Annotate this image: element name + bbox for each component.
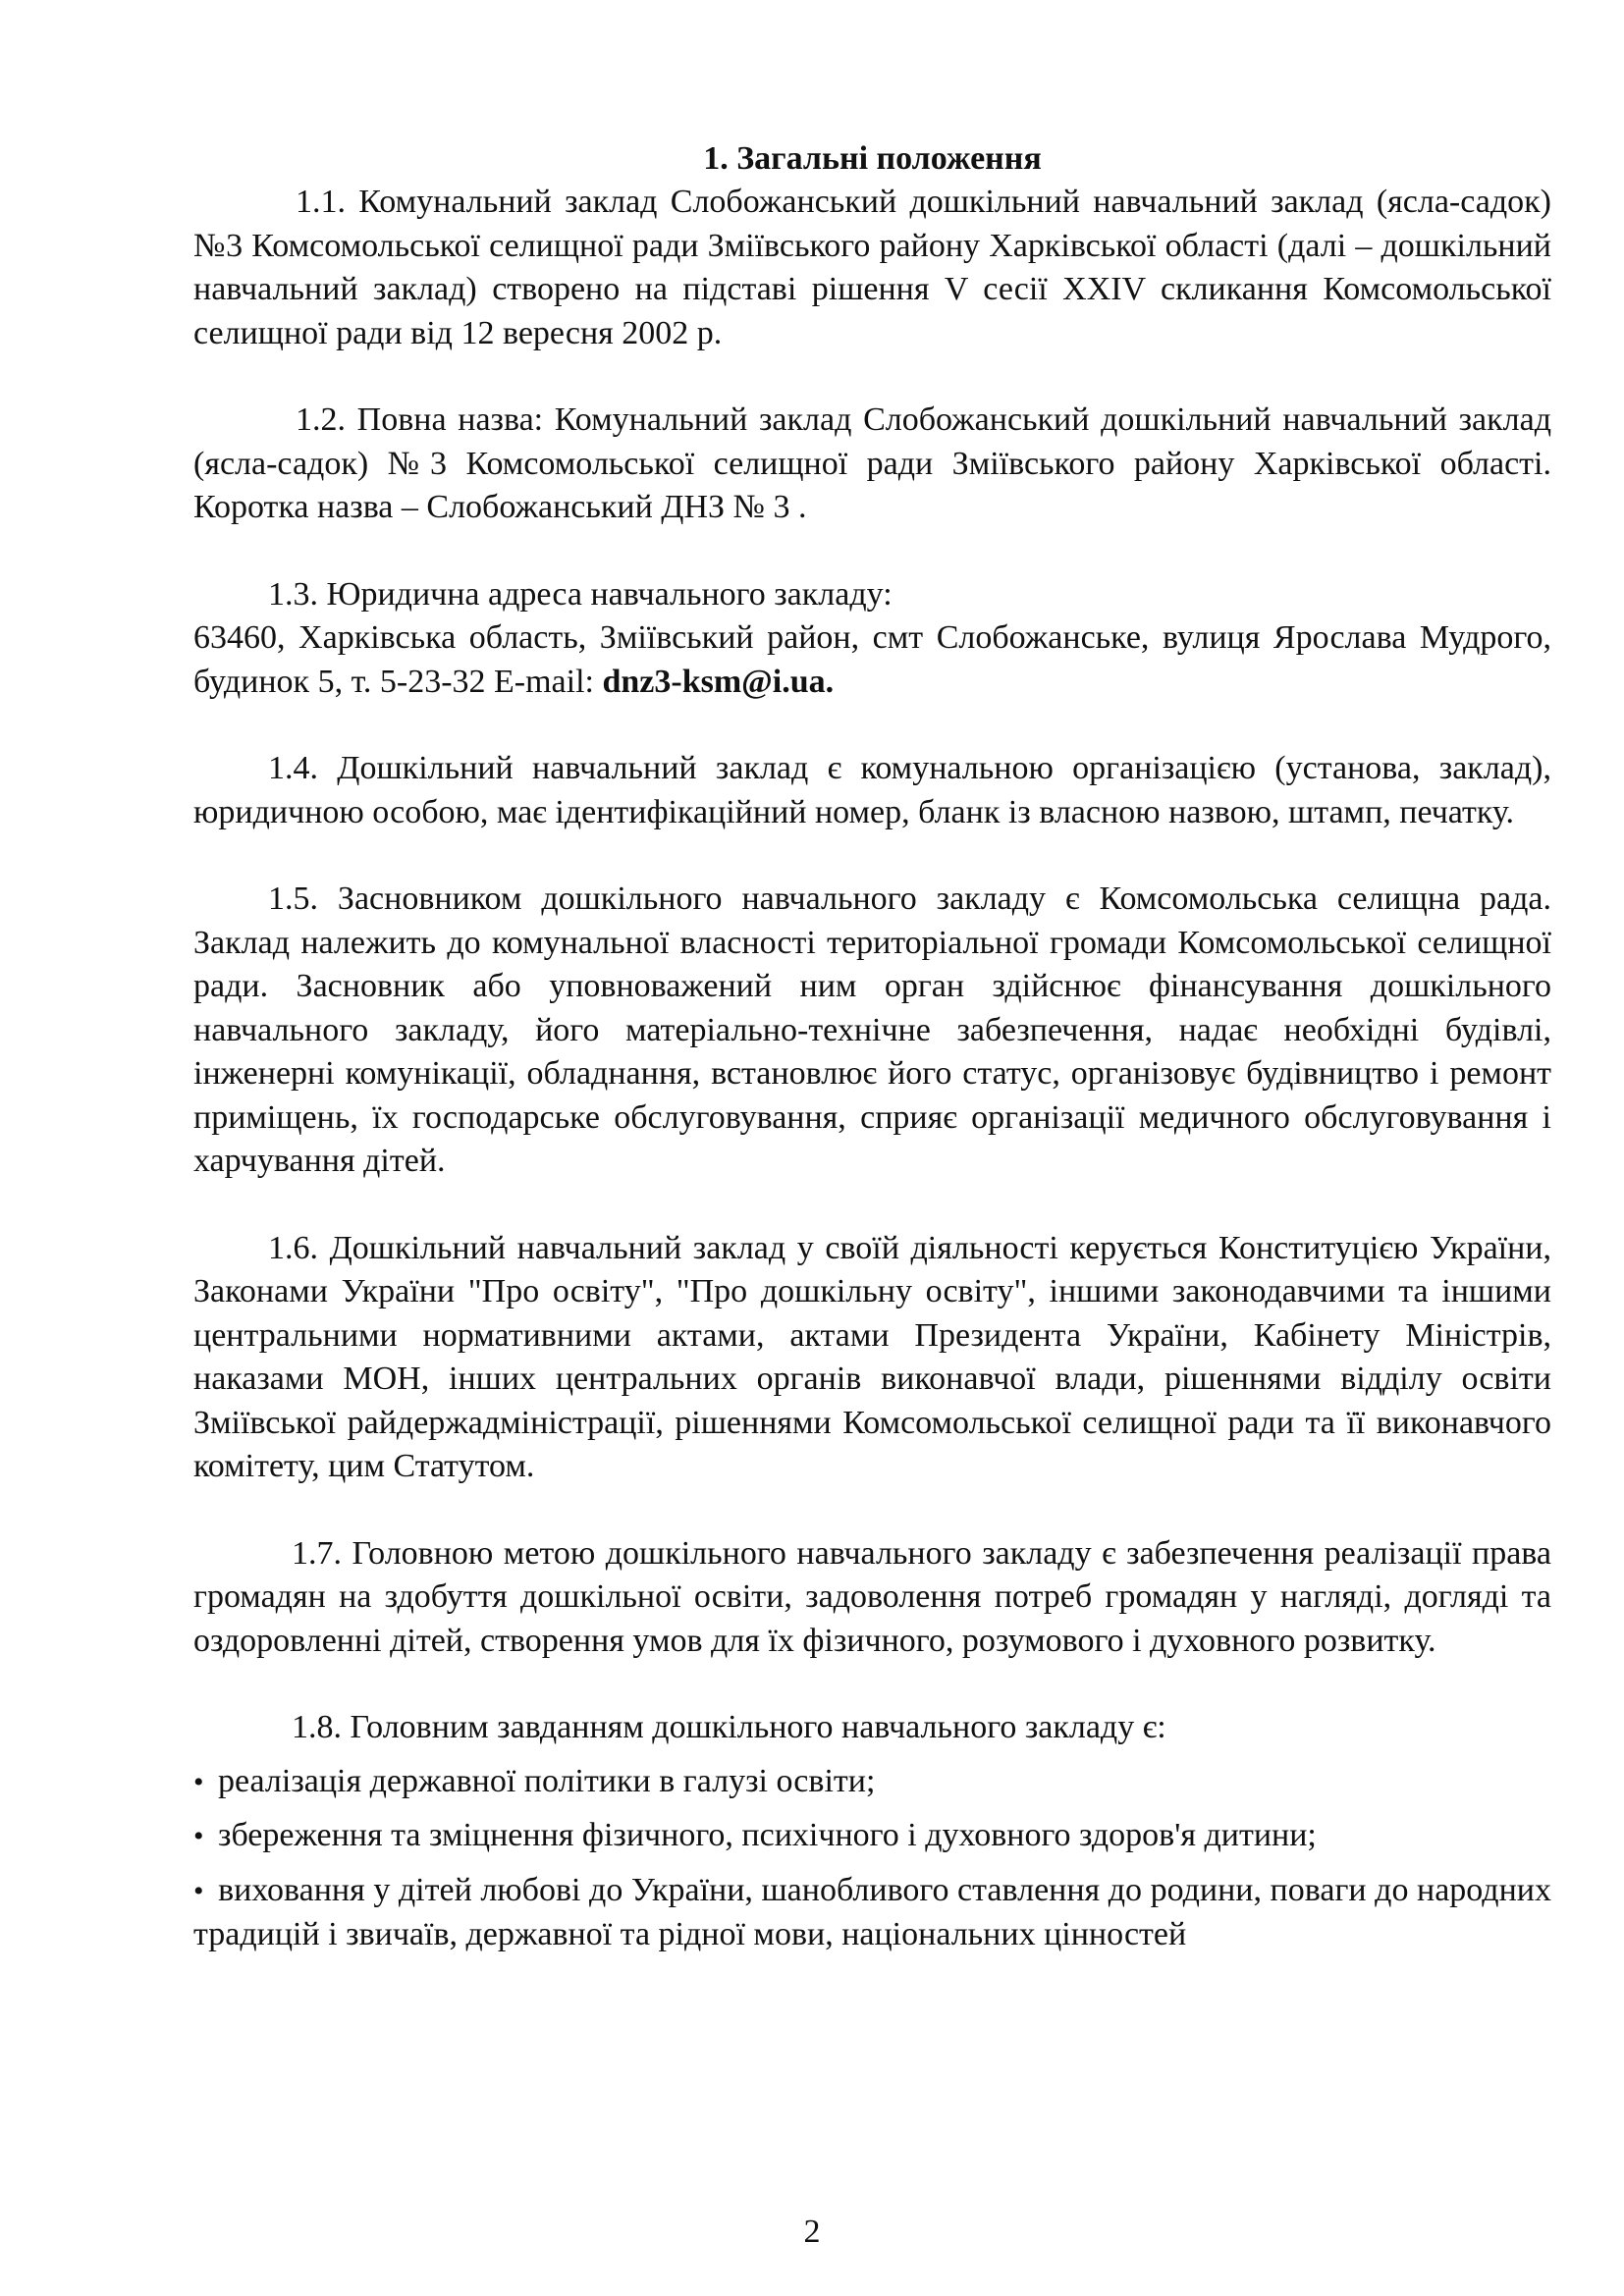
tasks-bullet-list (193, 1750, 1551, 1957)
bullet-icon: • (193, 1820, 204, 1852)
paragraph-1-2: 1.2. Повна назва: Комунальний заклад Слобожанський дошкільний навчальний заклад (ясла-садок) №3 Комсомольської селищної ради Зміївського району Харківської області. Коротка назва – Слобожанський ДНЗ № 3 . (193, 401, 1551, 525)
list-item (193, 1750, 1551, 1805)
paragraph-1-7: 1.7. Головною метою дошкільного навчального закладу є забезпечення реалізації права громадян на здобуття дошкільної освіти, задоволення потреб громадян у нагляді, догляді та оздоровленні дітей, створення умов для їх фізичного, розумового і духовного розвитку. (193, 1534, 1551, 1659)
paragraph-1-8: 1.8. Головним завданням дошкільного навчального закладу є: (292, 1709, 1166, 1745)
email-address: dnz3-ksm@i.ua. (602, 663, 835, 700)
list-item-text: збереження та зміцнення фізичного, психічного і духовного здоров'я дитини; (218, 1817, 1317, 1853)
bullet-icon: • (193, 1765, 204, 1798)
list-item (193, 1804, 1551, 1859)
list-item-text: реалізація державної політики в галузі освіти; (218, 1762, 876, 1799)
document-body (193, 137, 1551, 1957)
paragraph-1-3 (193, 573, 1551, 705)
paragraph-1-6: 1.6. Дошкільний навчальний заклад у своїй діяльності керується Конституцією України, Законами України "Про освіту", "Про дошкільну освіту", іншими законодавчими та іншими центральними нормативними актами, актами Президента України, Кабінету Міністрів, наказами МОН, інших центральних органів виконавчої влади, рішеннями відділу освіти Зміївської райдержадміністрації, рішеннями Комсомольської селищної ради та її виконавчого комітету, цим Статутом. (193, 1229, 1551, 1484)
section-heading: 1. Загальні положення (703, 140, 1042, 177)
paragraph-1-1: 1.1. Комунальний заклад Слобожанський дошкільний навчальний заклад (ясла-садок) №3 Комсомольської селищної ради Зміївського району Харківської області (далі – дошкільний навчальний заклад) створено на підставі рішення V сесії XXIV скликання Комсомольської селищної ради від 12 вересня 2002 р. (193, 184, 1551, 351)
paragraph-1-4: 1.4. Дошкільний навчальний заклад є комунальною організацією (установа, заклад), юридичною особою, має ідентифікаційний номер, бланк із власною назвою, штамп, печатку. (193, 750, 1551, 830)
legal-address-title: 1.3. Юридична адреса навчального закладу: (268, 575, 893, 613)
bullet-icon: • (193, 1874, 204, 1907)
list-item (193, 1859, 1551, 1957)
legal-address-text: 63460, Харківська область, Зміївський район, смт Слобожанське, вулиця Ярослава Мудрого, будинок 5, т. 5-23-32 E-mail: (193, 619, 1551, 700)
paragraph-1-5: 1.5. Засновником дошкільного навчального закладу є Комсомольська селищна рада. Заклад належить до комунальної власності територіальної громади Комсомольської селищної ради. Засновник або уповноважений ним орган здійснює фінансування дошкільного навчального закладу, його матеріально-технічне забезпечення, надає необхідні будівлі, інженерні комунікації, обладнання, встановлює його статус, організовує будівництво і ремонт приміщень, їх господарське обслуговування, сприяє організації медичного обслуговування і харчування дітей. (193, 881, 1551, 1179)
list-item-text: виховання у дітей любові до України, шанобливого ставлення до родини, поваги до народних традицій і звичаїв, державної та рідної мови, національних цінностей (193, 1871, 1552, 1952)
page-number: 2 (803, 2214, 821, 2250)
